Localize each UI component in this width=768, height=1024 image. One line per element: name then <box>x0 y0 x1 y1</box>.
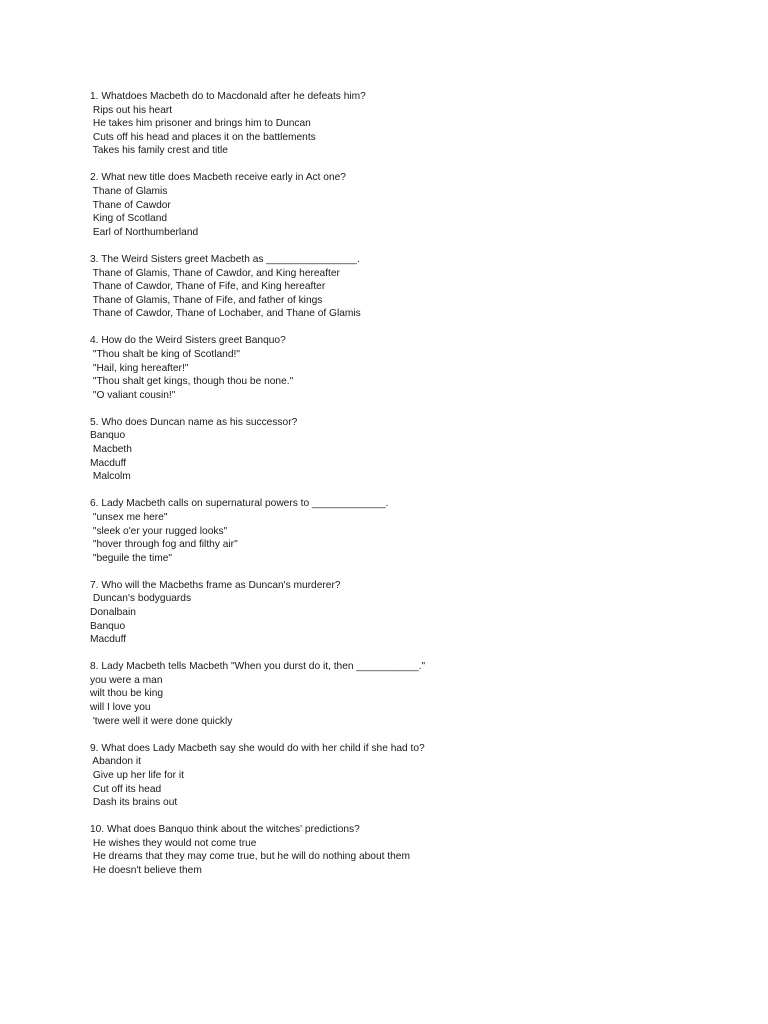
answer-option: "O valiant cousin!" <box>90 389 176 401</box>
question-text: 4. How do the Weird Sisters greet Banquo? <box>90 335 286 347</box>
answer-option: "unsex me here" <box>90 511 168 523</box>
question-2 <box>90 171 730 239</box>
answer-option: "beguile the time" <box>90 552 172 564</box>
question-10 <box>90 823 730 877</box>
question-text: 3. The Weird Sisters greet Macbeth as ________________. <box>90 253 360 265</box>
answer-option: Cuts off his head and places it on the battlements <box>90 131 316 143</box>
answer-option: Macbeth <box>90 444 132 456</box>
answer-option: Duncan's bodyguards <box>90 593 192 605</box>
answer-option: "sleek o'er your rugged looks" <box>90 525 228 537</box>
answer-option: Abandon it <box>90 756 141 768</box>
quiz-question-list <box>90 90 730 891</box>
question-6 <box>90 497 730 565</box>
question-text: 7. Who will the Macbeths frame as Duncan's murderer? <box>90 579 341 591</box>
answer-option: He wishes they would not come true <box>90 837 257 849</box>
answer-option: Cut off its head <box>90 783 162 795</box>
answer-option: "Thou shalt be king of Scotland!" <box>90 349 240 360</box>
answer-option: Earl of Northumberland <box>90 226 199 238</box>
answer-option: He dreams that they may come true, but he will do nothing about them <box>90 851 410 863</box>
answer-option: Thane of Glamis, Thane of Cawdor, and King hereafter <box>90 267 340 279</box>
answer-option: Give up her life for it <box>90 769 184 781</box>
answer-option: Banquo <box>90 620 126 632</box>
answer-option: "Thou shalt get kings, though thou be none." <box>90 376 294 388</box>
question-text: 2. What new title does Macbeth receive early in Act one? <box>90 172 346 184</box>
question-9 <box>90 742 730 810</box>
answer-option: Thane of Cawdor, Thane of Lochaber, and Thane of Glamis <box>90 308 361 320</box>
answer-option: He doesn't believe them <box>90 865 202 876</box>
question-text: 9. What does Lady Macbeth say she would do with her child if she had to? <box>90 742 425 754</box>
answer-option: Thane of Cawdor, Thane of Fife, and King hereafter <box>90 281 326 293</box>
question-text: 5. Who does Duncan name as his successor? <box>90 416 298 428</box>
answer-option: 'twere well it were done quickly <box>90 715 233 727</box>
answer-option: Takes his family crest and title <box>90 145 228 157</box>
answer-option: Thane of Cawdor <box>90 199 171 211</box>
question-text: 10. What does Banquo think about the witches' predictions? <box>90 824 360 836</box>
question-8 <box>90 660 730 728</box>
answer-option: Donalbain <box>90 607 136 618</box>
question-3 <box>90 253 730 321</box>
answer-option: He takes him prisoner and brings him to Duncan <box>90 118 311 130</box>
question-text: 8. Lady Macbeth tells Macbeth "When you durst do it, then ___________." <box>90 661 426 673</box>
answer-option: Malcolm <box>90 471 131 483</box>
question-5 <box>90 416 730 484</box>
answer-option: "hover through fog and filthy air" <box>90 539 238 551</box>
answer-option: Thane of Glamis, Thane of Fife, and father of kings <box>90 294 323 306</box>
answer-option: will I love you <box>90 702 151 714</box>
answer-option: Macduff <box>90 457 127 469</box>
answer-option: Thane of Glamis <box>90 186 168 198</box>
question-7 <box>90 579 730 647</box>
answer-option: wilt thou be king <box>90 688 164 700</box>
question-1 <box>90 90 730 158</box>
answer-option: Macduff <box>90 634 127 646</box>
question-text: 1. Whatdoes Macbeth do to Macdonald after he defeats him? <box>90 91 366 102</box>
answer-option: "Hail, king hereafter!" <box>90 362 189 374</box>
answer-option: Banquo <box>90 430 126 442</box>
answer-option: King of Scotland <box>90 213 168 225</box>
question-4 <box>90 334 730 402</box>
answer-option: Dash its brains out <box>90 797 178 809</box>
answer-option: you were a man <box>90 674 163 686</box>
question-text: 6. Lady Macbeth calls on supernatural powers to _____________. <box>90 498 389 510</box>
answer-option: Rips out his heart <box>90 104 173 116</box>
